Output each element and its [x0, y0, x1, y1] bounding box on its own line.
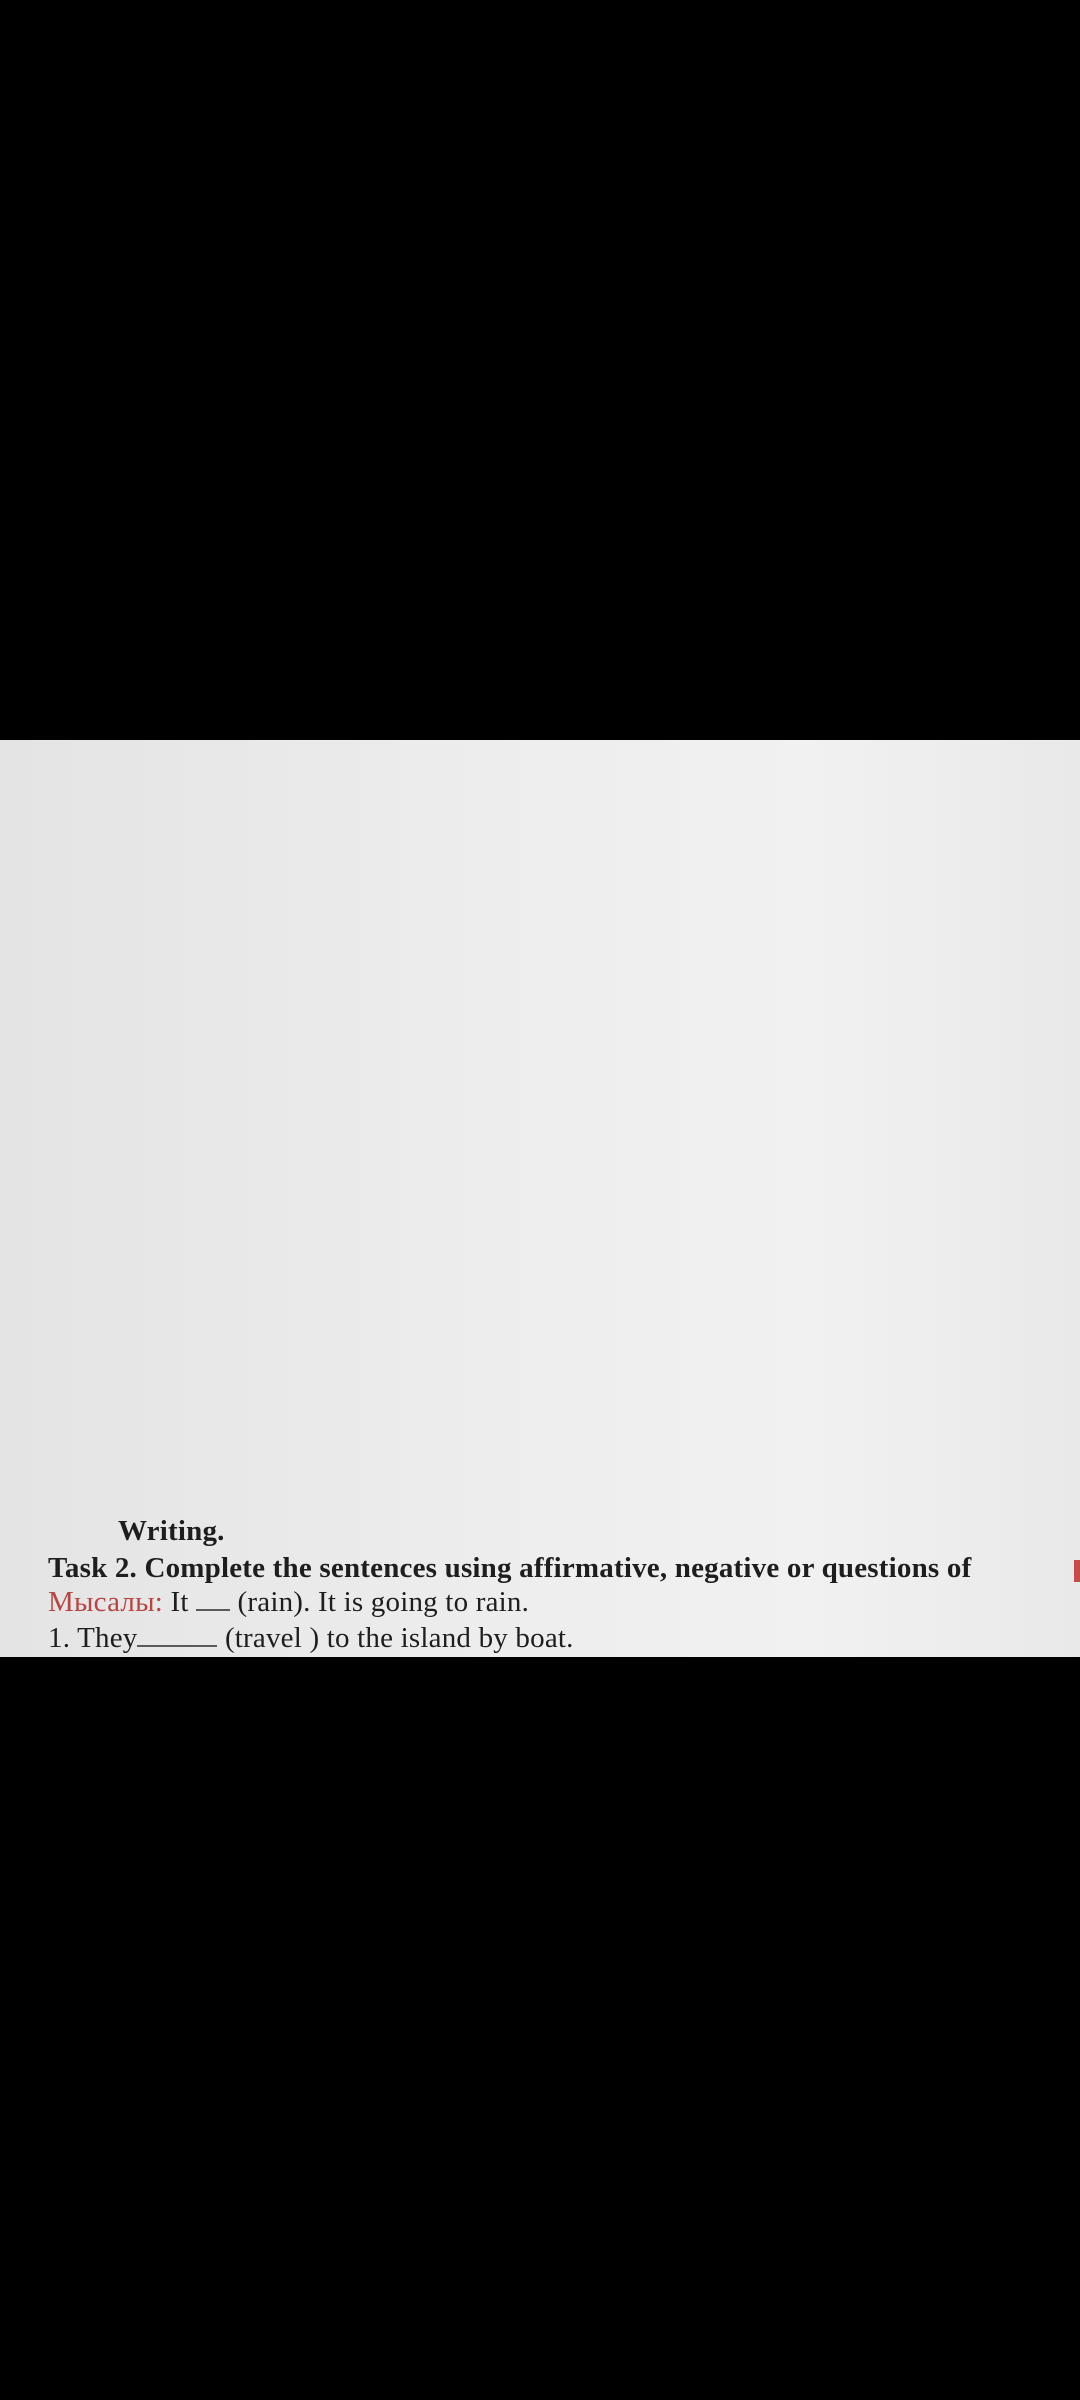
task2-item-1 [48, 1622, 574, 1654]
item-text: (travel ) to the island by boat. [224, 1622, 574, 1654]
task2-title: Task 2. Complete the sentences using affirmative, negative or questions of [48, 1552, 972, 1584]
example-label: Мысалы: [48, 1586, 164, 1618]
example-subject: It [170, 1586, 189, 1618]
answer-blank [196, 1587, 230, 1611]
document-photo [0, 740, 1080, 1657]
answer-blank [137, 1623, 217, 1647]
task2-item-2 [48, 1656, 415, 1657]
item-number: 1. [48, 1622, 71, 1654]
task2-example [48, 1586, 529, 1618]
example-verb: (rain). [237, 1586, 311, 1618]
example-answer: It is going to rain. [318, 1586, 530, 1618]
item-subject: They [77, 1622, 138, 1654]
item-text [125, 1656, 414, 1657]
item-subject [70, 1656, 80, 1657]
heading-writing: Writing. [118, 1515, 225, 1547]
red-edge-mark [1074, 1560, 1080, 1582]
item-number [48, 1656, 70, 1657]
